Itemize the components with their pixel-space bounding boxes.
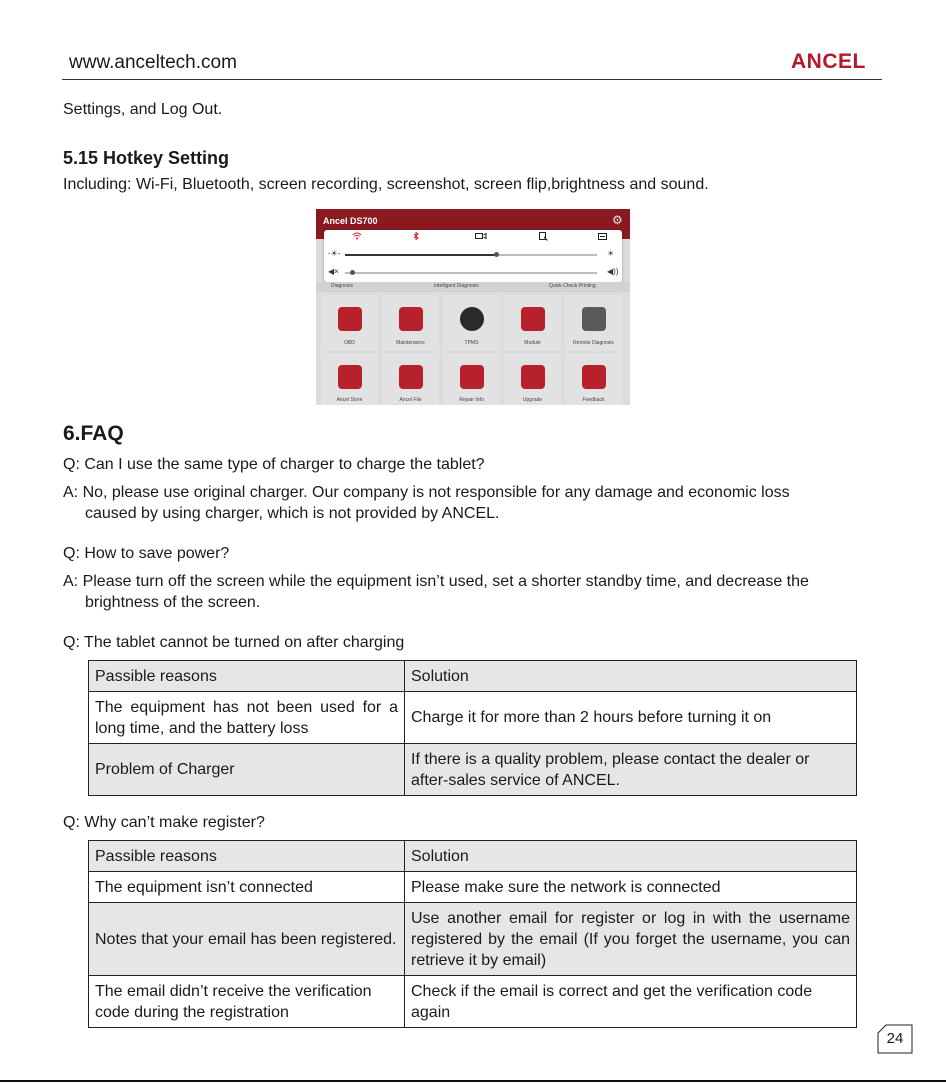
faq-q1: Q: Can I use the same type of charger to charge the tablet? <box>63 456 485 473</box>
faq-a1-line2: caused by using charger, which is not provided by ANCEL. <box>85 505 500 522</box>
charging-table <box>88 660 857 796</box>
tile-upgrade[interactable] <box>504 353 561 405</box>
volume-slider[interactable] <box>345 272 597 274</box>
function-tabs <box>316 282 630 292</box>
table-row <box>89 903 857 976</box>
table-cell: The equipment isn’t connected <box>89 872 405 903</box>
table-cell: Notes that your email has been registered. <box>89 903 405 976</box>
header-url: www.anceltech.com <box>69 52 237 73</box>
upgrade-icon <box>521 365 545 389</box>
tile-obd[interactable] <box>321 295 378 351</box>
table-cell: Problem of Charger <box>89 744 405 796</box>
screen-flip-icon[interactable] <box>598 232 607 243</box>
table-header-cell: Solution <box>405 661 857 692</box>
tile-label: Module <box>524 340 541 346</box>
hotkey-heading: 5.15 Hotkey Setting <box>63 148 230 168</box>
repair-info-icon <box>460 365 484 389</box>
table-row <box>89 692 857 744</box>
volume-high-icon: ◀)) <box>607 267 619 276</box>
faq-q3: Q: The tablet cannot be turned on after charging <box>63 634 405 651</box>
tile-label: Feedback <box>582 397 605 403</box>
tile-tpms[interactable] <box>443 295 500 351</box>
bluetooth-icon[interactable] <box>412 232 420 242</box>
screenshot-icon[interactable] <box>539 232 548 243</box>
app-title: Ancel DS700 <box>323 216 378 226</box>
tab-quick-check-printing[interactable]: Quick Check Printing <box>549 283 596 289</box>
faq-q2: Q: How to save power? <box>63 545 230 562</box>
table-cell: The equipment has not been used for a long time, and the battery loss <box>89 692 405 744</box>
intro-line: Settings, and Log Out. <box>63 101 223 118</box>
volume-knob[interactable] <box>350 270 355 275</box>
table-header-row <box>89 661 857 692</box>
register-table <box>88 840 857 1028</box>
tile-label: Maintenance <box>396 340 425 346</box>
tire-icon <box>460 307 484 331</box>
tile-remote-diagnosis[interactable] <box>565 295 622 351</box>
faq-a2 <box>63 571 883 613</box>
brand-logo: ANCEL <box>791 50 866 73</box>
table-header-cell: Passible reasons <box>89 841 405 872</box>
table-header-cell: Solution <box>405 841 857 872</box>
table-cell: Use another email for register or log in with the username registered by the email (If you forget the username, you can retrieve it by email) <box>405 903 857 976</box>
brightness-fill <box>345 254 496 256</box>
hotkey-screenshot <box>316 209 630 405</box>
tile-label: Ancel Store <box>336 397 363 403</box>
maintenance-icon <box>399 307 423 331</box>
faq-heading: 6.FAQ <box>63 422 124 445</box>
tile-label: OBD <box>344 340 355 346</box>
tile-maintenance[interactable] <box>382 295 439 351</box>
obd-icon <box>338 307 362 331</box>
screen-record-icon[interactable] <box>475 232 487 242</box>
remote-diagnosis-icon <box>582 307 606 331</box>
page-number: 24 <box>886 1030 904 1047</box>
faq-a1 <box>63 482 883 524</box>
footer-rule <box>0 1080 946 1082</box>
table-cell: The email didn’t receive the verification code during the registration <box>89 976 405 1028</box>
table-row <box>89 976 857 1028</box>
hotkey-panel <box>324 230 622 282</box>
tab-intelligent-diagnosis[interactable]: Intelligent Diagnosis <box>434 283 479 289</box>
tile-label: Upgrade <box>522 397 543 403</box>
faq-a2-line1: A: Please turn off the screen while the equipment isn’t used, set a shorter standby time, and decrease the <box>63 573 809 590</box>
table-cell: If there is a quality problem, please contact the dealer or after-sales service of ANCEL. <box>405 744 857 796</box>
faq-a1-line1: A: No, please use original charger. Our company is not responsible for any damage and economic loss <box>63 484 790 501</box>
tile-label: TPMS <box>464 340 479 346</box>
table-cell: Charge it for more than 2 hours before turning it on <box>405 692 857 744</box>
file-icon <box>399 365 423 389</box>
faq-a2-line2: brightness of the screen. <box>85 594 261 611</box>
store-icon <box>338 365 362 389</box>
tile-feedback[interactable] <box>565 353 622 405</box>
volume-low-icon: ◀× <box>328 267 339 276</box>
table-cell: Please make sure the network is connected <box>405 872 857 903</box>
header-rule <box>62 79 882 80</box>
table-header-cell: Passible reasons <box>89 661 405 692</box>
tile-module[interactable] <box>504 295 561 351</box>
table-row <box>89 872 857 903</box>
brightness-high-icon: ☀ <box>607 249 615 258</box>
tile-label: Repair Info <box>459 397 484 403</box>
table-cell: Check if the email is correct and get the verification code again <box>405 976 857 1028</box>
tile-ancel-store[interactable] <box>321 353 378 405</box>
gear-icon[interactable]: ⚙ <box>612 213 623 227</box>
tile-label: Remote Diagnosis <box>573 340 614 346</box>
brightness-low-icon: -☀- <box>328 249 341 258</box>
tile-ancel-file[interactable] <box>382 353 439 405</box>
table-header-row <box>89 841 857 872</box>
tile-repair-info[interactable] <box>443 353 500 405</box>
tab-diagnosis[interactable]: Diagnosis <box>331 283 353 289</box>
feedback-icon <box>582 365 606 389</box>
brightness-knob[interactable] <box>494 252 499 257</box>
tile-label: Ancel File <box>399 397 422 403</box>
faq-q4: Q: Why can’t make register? <box>63 814 265 831</box>
module-icon <box>521 307 545 331</box>
hotkey-text: Including: Wi-Fi, Bluetooth, screen recording, screenshot, screen flip,brightness and sound. <box>63 176 709 193</box>
table-row <box>89 744 857 796</box>
wifi-icon[interactable] <box>352 232 362 242</box>
